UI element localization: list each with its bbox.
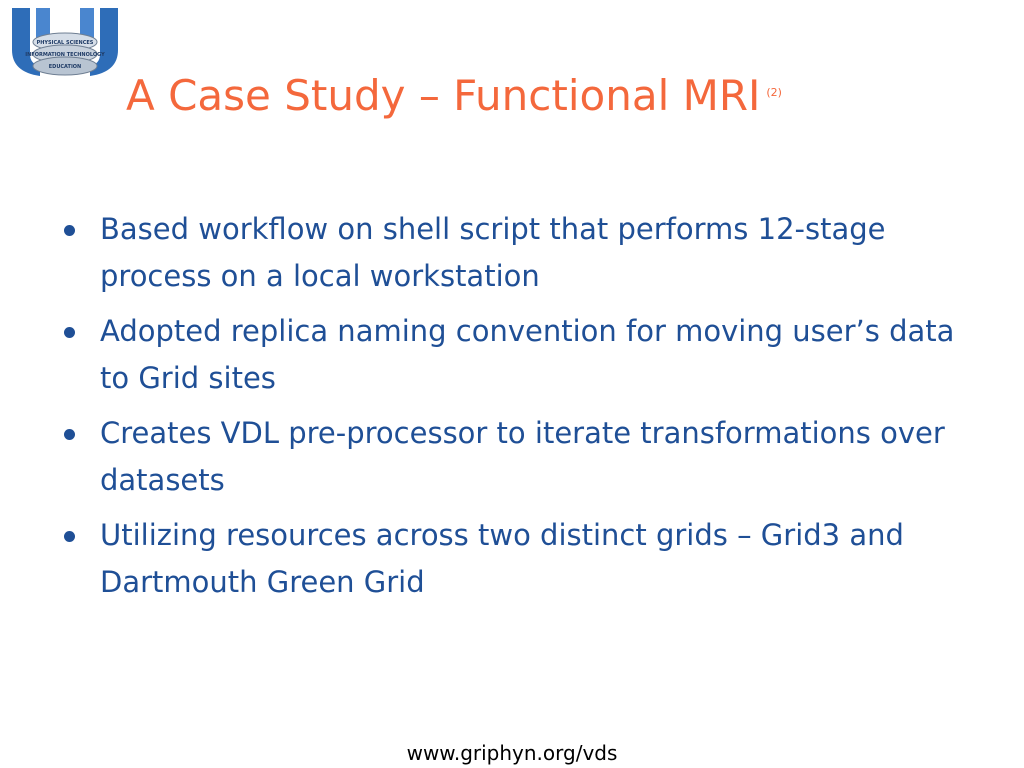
logo (6, 4, 124, 80)
slide-title-suffix: (2) (766, 85, 782, 99)
logo-text-line3: EDUCATION (48, 64, 82, 70)
logo-text-line2: INFORMATION TECHNOLOGY (25, 52, 105, 58)
bullet-text: Based workflow on shell script that performs 12-stage process on a local workstation (100, 212, 886, 293)
bullet-item (62, 308, 962, 402)
slide-title (126, 70, 782, 125)
slide-title-text: A Case Study – Functional MRI (126, 71, 761, 120)
bullet-list (62, 206, 962, 614)
bullet-item (62, 206, 962, 300)
bullet-text: Adopted replica naming convention for moving user’s data to Grid sites (100, 314, 955, 395)
bullet-text: Utilizing resources across two distinct grids – Grid3 and Dartmouth Green Grid (100, 518, 904, 599)
bullet-item (62, 512, 962, 606)
bullet-dot-icon (64, 225, 75, 236)
bullet-dot-icon (64, 531, 75, 542)
bullet-text: Creates VDL pre-processor to iterate transformations over datasets (100, 416, 945, 497)
bullet-dot-icon (64, 429, 75, 440)
logo-text-line1: PHYSICAL SCIENCES (36, 40, 94, 46)
bullet-dot-icon (64, 327, 75, 338)
footer-url: www.griphyn.org/vds (406, 741, 618, 765)
bullet-item (62, 410, 962, 504)
